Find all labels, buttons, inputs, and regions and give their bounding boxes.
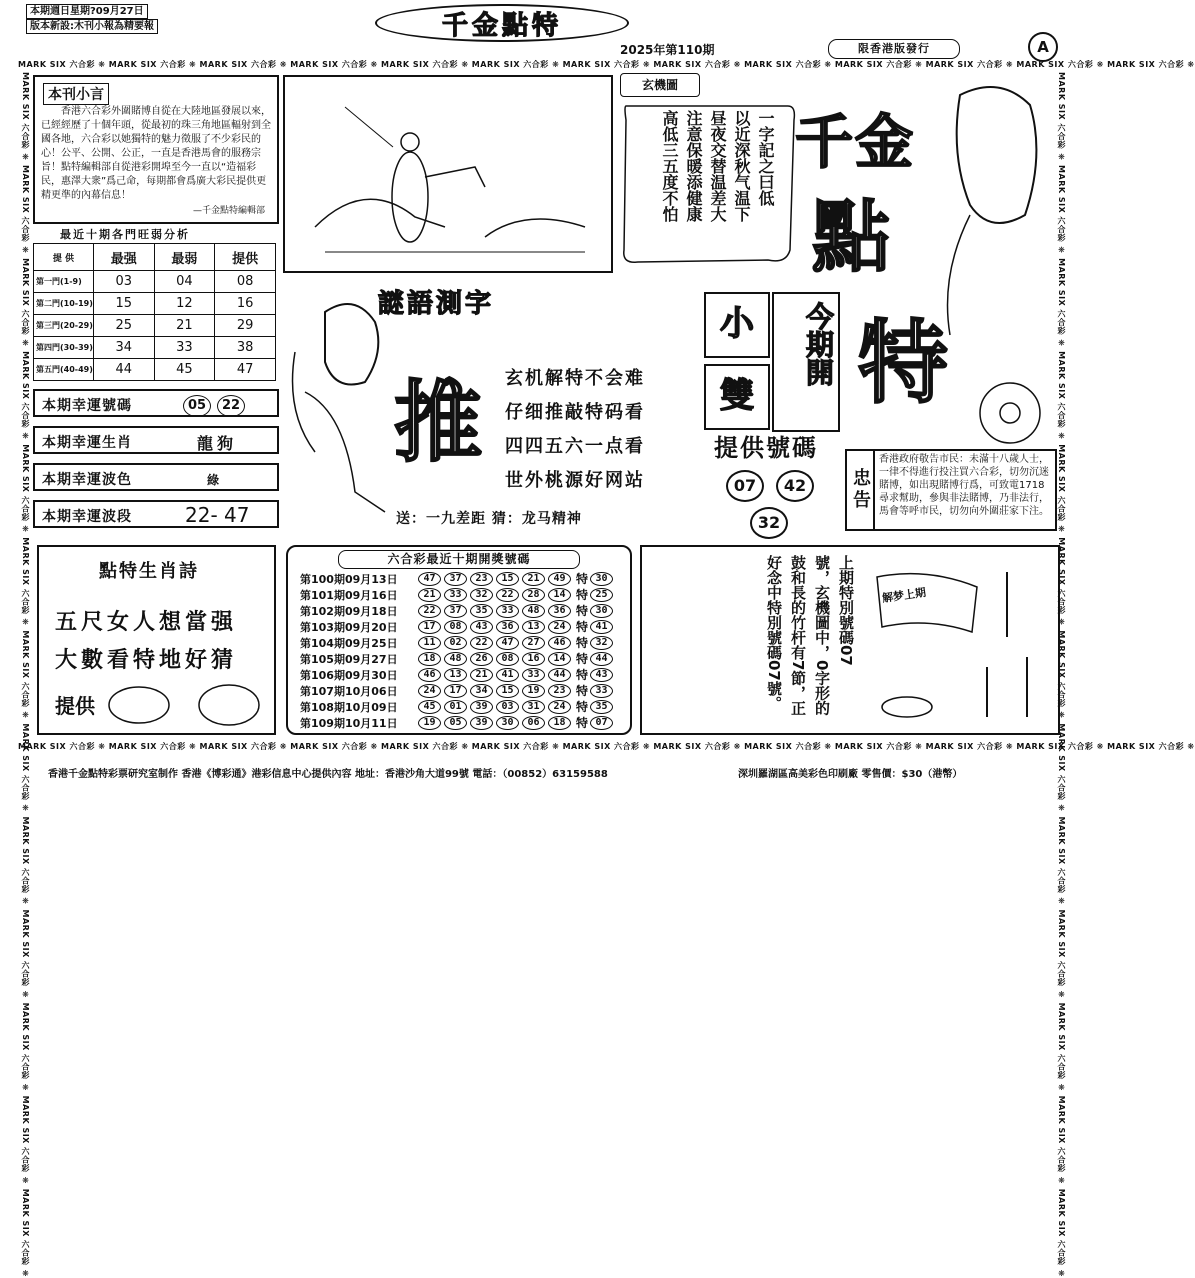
zodiac-provide-label: 提供 (55, 694, 95, 718)
ball-number: 02 (444, 636, 467, 650)
draw-period: 第102期09月18日 (300, 604, 398, 618)
lucky-range-value: 22- 47 (185, 503, 250, 527)
special-number: 43 (590, 668, 613, 682)
ball-number: 16 (522, 652, 545, 666)
special-label: 特 (576, 700, 589, 714)
cell: 34 (93, 337, 154, 359)
ball-number: 46 (418, 668, 441, 682)
ball-number: 24 (548, 700, 571, 714)
riddle-answer: 送：一九差距 猜：龙马精神 (396, 511, 582, 527)
feature-title-3: 特 (858, 310, 948, 416)
lucky-zodiac-label: 本期幸運生肖 (42, 435, 132, 451)
cell: 44 (93, 359, 154, 381)
ball-number: 24 (548, 620, 571, 634)
zodiac-poem-title: 點特生肖詩 (99, 561, 199, 582)
ball-number: 23 (470, 572, 493, 586)
scroll-column: 以近深秋气温下 (732, 110, 751, 222)
xiao-cell: 小 (704, 292, 770, 358)
lucky-numbers-label: 本期幸運號碼 (42, 398, 132, 414)
lucky-range-label: 本期幸運波段 (42, 509, 132, 525)
draw-period: 第106期09月30日 (300, 668, 398, 682)
draw-period: 第104期09月25日 (300, 636, 398, 650)
header-date-box: 本期週日星期?09月27日 (26, 4, 148, 19)
stats-table (33, 243, 276, 381)
stats-header: 最强 (93, 244, 154, 271)
ball-number: 13 (444, 668, 467, 682)
last-issue-box (640, 545, 1060, 735)
ball-number: 39 (470, 716, 493, 730)
footer-publisher: 香港千金點特彩票研究室制作 香港《博彩通》港彩信息中心提供內容 地址：香港沙角大道99號 電話：（00852）63159588 (48, 769, 608, 780)
cell: 15 (93, 293, 154, 315)
draw-period: 第108期10月09日 (300, 700, 398, 714)
notice-text: 香港政府敬告市民：未滿十八歲人士，一律不得進行投注買六合彩，切勿沉迷賭博，如出現賭博行爲，可致電1718尋求幫助，參與非法賭博，乃非法行，馬會等呼市民，切勿向外圍莊家下注。 (879, 454, 1049, 517)
special-number: 25 (590, 588, 613, 602)
special-number: 41 (590, 620, 613, 634)
draw-period: 第109期10月11日 (300, 716, 398, 730)
scroll-column: 一字記之曰低 (756, 110, 775, 206)
special-number: 35 (590, 700, 613, 714)
special-label: 特 (576, 668, 589, 682)
table-row (300, 571, 616, 586)
ball-number: 43 (470, 620, 493, 634)
ball-number: 14 (548, 652, 571, 666)
results-box (286, 545, 632, 735)
special-label: 特 (576, 604, 589, 618)
header-edition-box: 版本新設:木刊小報為精要報 (26, 19, 158, 34)
last-issue-illustration (867, 557, 1057, 727)
lucky-range-row (33, 500, 279, 528)
ball-number: 37 (444, 604, 467, 618)
ball-number: 45 (418, 700, 441, 714)
cell: 45 (154, 359, 215, 381)
ball-number: 21 (470, 668, 493, 682)
notice-tag: 忠告 (847, 451, 875, 529)
provided-number: 42 (776, 470, 814, 502)
zodiac-poem-line: 五尺女人想當强 (55, 609, 238, 635)
ball-number: 48 (522, 604, 545, 618)
stats-title: 最近十期各門旺弱分析 (60, 228, 190, 241)
ball-number: 15 (496, 684, 519, 698)
table-row (34, 359, 276, 381)
cell: 08 (215, 271, 276, 293)
ball-number: 17 (418, 620, 441, 634)
riddle-line: 玄机解特不会难 (505, 368, 645, 389)
scroll-column: 高低三五度不怕 (660, 110, 679, 222)
special-label: 特 (576, 652, 589, 666)
riddle-scroll (618, 100, 798, 270)
ball-number: 22 (496, 588, 519, 602)
stats-corner: 提 供 (34, 244, 94, 271)
ball-number: 08 (444, 620, 467, 634)
special-number: 44 (590, 652, 613, 666)
ball-number: 15 (496, 572, 519, 586)
animal-illustration (99, 677, 269, 732)
cell: 12 (154, 293, 215, 315)
issue-number: 2025年第110期 (620, 43, 715, 57)
provide-numbers-label: 提供號碼 (714, 434, 818, 462)
left-border-strip: MARK SIX 六合彩 ❋ MARK SIX 六合彩 ❋ MARK SIX 六合彩 ❋ MARK SIX 六合彩 ❋ MARK SIX 六合彩 ❋ MARK SIX 六合彩 ❋ MARK SIX 六合彩 ❋ MARK SIX 六合彩 ❋ MARK SIX 六合彩 ❋ MARK SIX 六合彩 ❋ MARK SIX 六合彩 ❋ MARK SIX 六合彩 ❋ MARK SIX 六合彩 ❋ (21, 72, 30, 1278)
notice-box (845, 449, 1057, 531)
draw-period: 第105期09月27日 (300, 652, 398, 666)
table-row (34, 293, 276, 315)
ball-number: 48 (444, 652, 467, 666)
riddle-big-char: 推 (394, 371, 483, 474)
table-row (34, 337, 276, 359)
ball-number: 22 (470, 636, 493, 650)
ball-number: 33 (522, 668, 545, 682)
riddle-line: 仔细推敲特码看 (505, 402, 645, 423)
ball-number: 44 (548, 668, 571, 682)
lucky-color-value: 綠 (207, 473, 220, 487)
this-issue-label: 今期開 (802, 302, 835, 386)
table-row (34, 271, 276, 293)
cell: 16 (215, 293, 276, 315)
special-label: 特 (576, 588, 589, 602)
cell: 21 (154, 315, 215, 337)
table-row (300, 635, 616, 650)
ball-number: 28 (522, 588, 545, 602)
riddle-header: 謎語測字 (378, 289, 495, 319)
preface-title: 本刊小言 (43, 83, 109, 105)
zodiac-poem-line: 大數看特地好猜 (55, 647, 238, 673)
ball-number: 13 (522, 620, 545, 634)
ball-number: 08 (496, 652, 519, 666)
results-title: 六合彩最近十期開獎號碼 (338, 550, 580, 569)
lucky-number-ring: 22 (217, 395, 245, 417)
cell: 47 (215, 359, 276, 381)
last-issue-column: 好念中特別號碼07號。 (765, 555, 783, 711)
table-row (300, 587, 616, 602)
feature-title-1: 千金 (795, 108, 916, 176)
ball-number: 21 (522, 572, 545, 586)
table-row (300, 651, 616, 666)
ball-number: 39 (470, 700, 493, 714)
ball-number: 47 (418, 572, 441, 586)
last-issue-column: 號，玄機圖中，0字形的 (813, 555, 831, 716)
ball-number: 41 (496, 668, 519, 682)
table-row (300, 699, 616, 714)
woman-portrait-left (285, 292, 405, 522)
last-issue-column: 上期特別號碼07 (837, 555, 855, 666)
ball-number: 22 (418, 604, 441, 618)
footer-price: 深圳羅湖區高美彩色印刷廠 零售價：$30（港幣） (738, 769, 963, 780)
edition-letter-badge: A (1028, 32, 1058, 62)
small-double-box (704, 292, 770, 434)
ball-number: 18 (548, 716, 571, 730)
row-label: 第四門(30-39) (34, 337, 94, 359)
shuang-cell: 雙 (704, 364, 770, 430)
ball-number: 18 (418, 652, 441, 666)
ball-number: 24 (418, 684, 441, 698)
cell: 04 (154, 271, 215, 293)
cell: 29 (215, 315, 276, 337)
ball-number: 37 (444, 572, 467, 586)
illustration-frame (283, 75, 613, 273)
emblem-icon (975, 378, 1045, 448)
scroll-column: 昼夜交替温差大 (708, 110, 727, 222)
masthead-title: 千金點特 (375, 4, 629, 42)
provided-number: 07 (726, 470, 764, 502)
ball-number: 35 (470, 604, 493, 618)
cell: 38 (215, 337, 276, 359)
this-issue-box (772, 292, 840, 432)
feature-title-2: 點 (812, 192, 891, 283)
table-row (300, 603, 616, 618)
cell: 25 (93, 315, 154, 337)
special-label: 特 (576, 636, 589, 650)
draw-period: 第100期09月13日 (300, 572, 398, 586)
ball-number: 26 (470, 652, 493, 666)
ball-number: 17 (444, 684, 467, 698)
cell: 33 (154, 337, 215, 359)
special-label: 特 (576, 620, 589, 634)
lucky-zodiac-value: 龍狗 (197, 434, 238, 453)
lucky-numbers-row (33, 389, 279, 417)
scroll-tag: 玄機圖 (620, 73, 700, 97)
zodiac-poem-box (37, 545, 276, 735)
special-number: 30 (590, 604, 613, 618)
row-label: 第二門(10-19) (34, 293, 94, 315)
ball-number: 01 (444, 700, 467, 714)
lucky-color-row (33, 463, 279, 491)
ball-number: 33 (496, 604, 519, 618)
right-border-strip: MARK SIX 六合彩 ❋ MARK SIX 六合彩 ❋ MARK SIX 六合彩 ❋ MARK SIX 六合彩 ❋ MARK SIX 六合彩 ❋ MARK SIX 六合彩 ❋ MARK SIX 六合彩 ❋ MARK SIX 六合彩 ❋ MARK SIX 六合彩 ❋ MARK SIX 六合彩 ❋ MARK SIX 六合彩 ❋ MARK SIX 六合彩 ❋ MARK SIX 六合彩 ❋ (1057, 72, 1066, 1278)
ball-number: 14 (548, 588, 571, 602)
last-issue-banner: 解梦上期 (881, 585, 927, 605)
draw-period: 第107期10月06日 (300, 684, 398, 698)
ball-number: 23 (548, 684, 571, 698)
ball-number: 19 (522, 684, 545, 698)
table-row (300, 619, 616, 634)
draw-period: 第101期09月16日 (300, 588, 398, 602)
cell: 03 (93, 271, 154, 293)
ball-number: 27 (522, 636, 545, 650)
ball-number: 32 (470, 588, 493, 602)
ball-number: 34 (470, 684, 493, 698)
bottom-border-strip: MARK SIX 六合彩 ❋ MARK SIX 六合彩 ❋ MARK SIX 六合彩 ❋ MARK SIX 六合彩 ❋ MARK SIX 六合彩 ❋ MARK SIX 六合彩 ❋ MARK SIX 六合彩 ❋ MARK SIX 六合彩 ❋ MARK SIX 六合彩 ❋ MARK SIX 六合彩 ❋ MARK SIX 六合彩 ❋ MARK SIX 六合彩 ❋ MARK SIX 六合彩 ❋ (18, 742, 1195, 751)
ball-number: 46 (548, 636, 571, 650)
table-row (34, 315, 276, 337)
ball-number: 30 (496, 716, 519, 730)
special-number: 30 (590, 572, 613, 586)
stats-header: 最弱 (154, 244, 215, 271)
woman-portrait-right (930, 75, 1050, 375)
special-number: 33 (590, 684, 613, 698)
ball-number: 36 (548, 604, 571, 618)
lucky-number-ring: 05 (183, 395, 211, 417)
edition-tag: 限香港版發行 (828, 39, 960, 59)
riddle-line: 四四五六一点看 (505, 436, 645, 457)
fisherman-illustration (285, 77, 611, 271)
preface-signature: —千金點特編輯部 (192, 206, 265, 216)
ball-number: 05 (444, 716, 467, 730)
ball-number: 49 (548, 572, 571, 586)
row-label: 第三門(20-29) (34, 315, 94, 337)
special-number: 32 (590, 636, 613, 650)
preface-text: 香港六合彩外圍賭博自從在大陸地區發展以來，已經經歷了十個年頭，從最初的珠三角地區輻射到全國各地，六合彩以她獨特的魅力徵服了不少彩民的心！公平、公開、公正，一直是香港馬會的服務宗旨！點特編輯部自從港彩開埠至今一直以“造福彩民，惠澤大衆”爲己命，每期都會爲廣大彩民提供更精更準的內幕信息！ (41, 106, 271, 201)
table-row (300, 667, 616, 682)
special-label: 特 (576, 572, 589, 586)
special-label: 特 (576, 684, 589, 698)
riddle-line: 世外桃源好网站 (505, 470, 645, 491)
ball-number: 19 (418, 716, 441, 730)
row-label: 第五門(40-49) (34, 359, 94, 381)
lucky-color-label: 本期幸運波色 (42, 472, 132, 488)
ball-number: 21 (418, 588, 441, 602)
ball-number: 06 (522, 716, 545, 730)
scroll-column: 注意保暖添健康 (684, 110, 703, 222)
last-issue-column: 鼓和長的竹杆有7節，正 (789, 555, 807, 716)
special-number: 07 (590, 716, 613, 730)
preface-box (33, 75, 279, 224)
ball-number: 03 (496, 700, 519, 714)
ball-number: 31 (522, 700, 545, 714)
lucky-numbers-value (183, 394, 251, 417)
ball-number: 11 (418, 636, 441, 650)
ball-number: 33 (444, 588, 467, 602)
table-row (300, 715, 616, 730)
stats-header: 提供 (215, 244, 276, 271)
ball-number: 36 (496, 620, 519, 634)
draw-period: 第103期09月20日 (300, 620, 398, 634)
table-row (300, 683, 616, 698)
ball-number: 47 (496, 636, 519, 650)
special-label: 特 (576, 716, 589, 730)
row-label: 第一門(1-9) (34, 271, 94, 293)
lucky-zodiac-row (33, 426, 279, 454)
provided-number: 32 (750, 507, 788, 539)
top-border-strip: MARK SIX 六合彩 ❋ MARK SIX 六合彩 ❋ MARK SIX 六合彩 ❋ MARK SIX 六合彩 ❋ MARK SIX 六合彩 ❋ MARK SIX 六合彩 ❋ MARK SIX 六合彩 ❋ MARK SIX 六合彩 ❋ MARK SIX 六合彩 ❋ MARK SIX 六合彩 ❋ MARK SIX 六合彩 ❋ MARK SIX 六合彩 ❋ MARK SIX 六合彩 ❋ (18, 60, 1195, 69)
